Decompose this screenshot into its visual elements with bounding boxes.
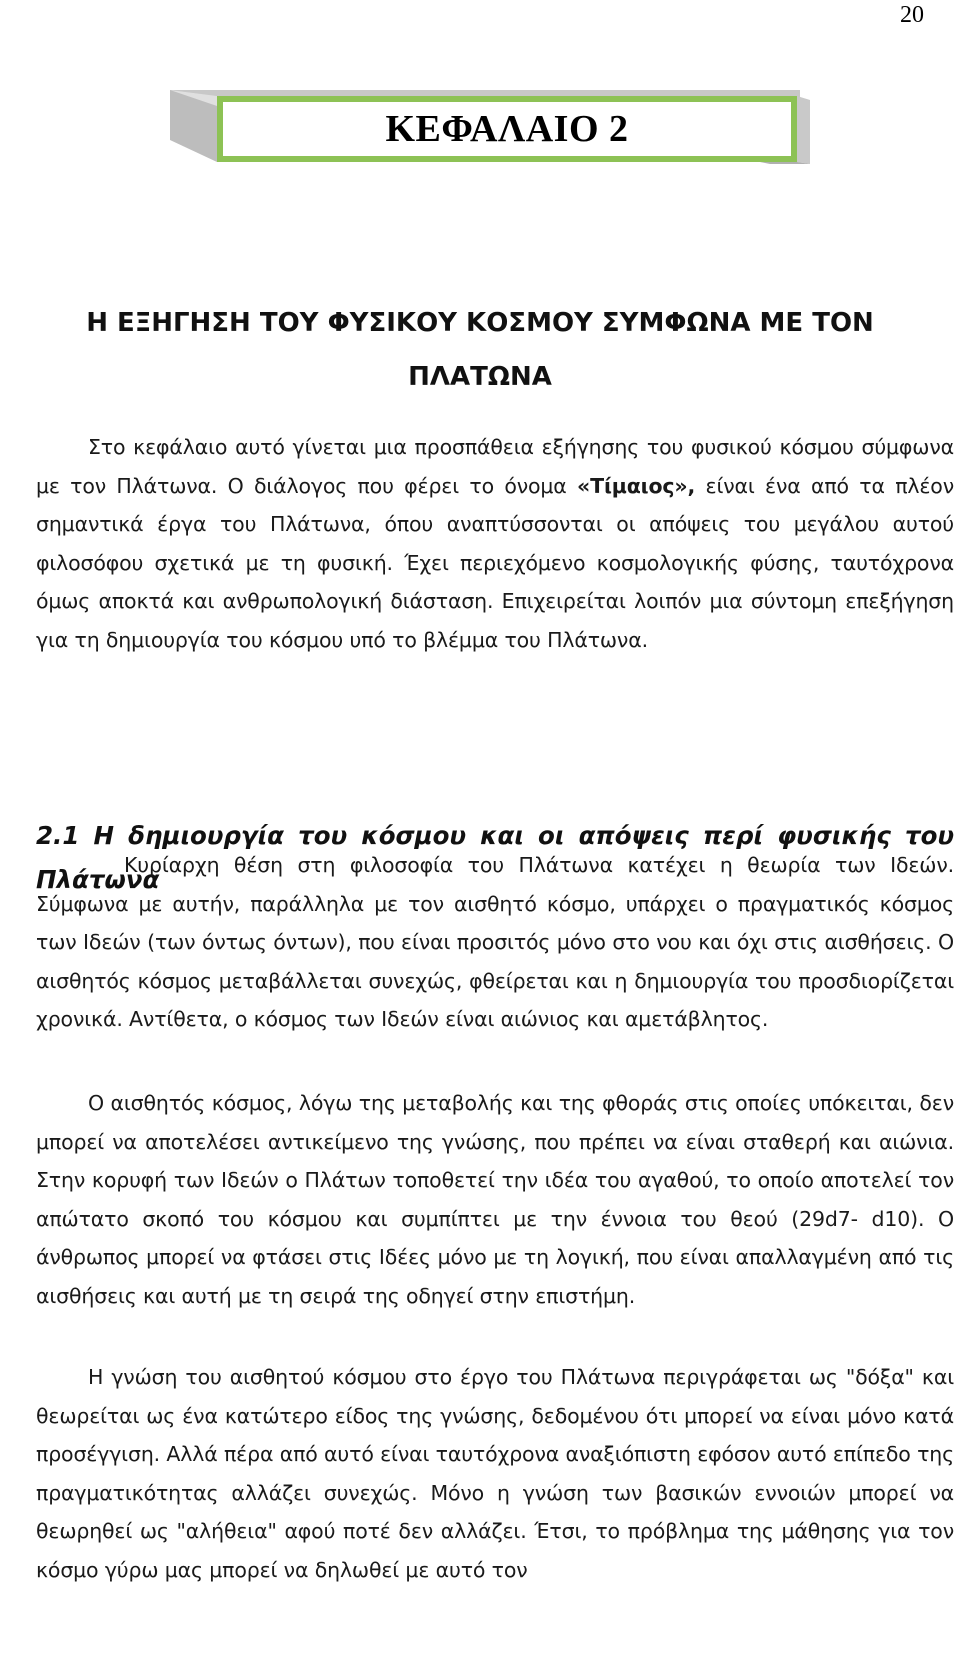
main-heading bbox=[40, 296, 920, 404]
section-paragraph-2-text: Ο αισθητός κόσμος, λόγω της μεταβολής και της φθοράς στις οποίες υπόκειται, δεν μπορεί να αποτελέσει αντικείμενο της γνώσης, που πρέπει να είναι σταθερή και αιώνια. Στην κορυφή των Ιδεών ο Πλάτων τοποθετεί την ιδέα του αγαθού, το οποίο αποτελεί τον απώτατο σκοπό του κόσμου και συμπίπτει με την έννοια του θεού (29d7- d10). Ο άνθρωπος μπορεί να φτάσει στις Ιδέες μόνο με τη λογική, που είναι απαλλαγμένη από τις αισθήσεις και αυτή με τη σειρά της οδηγεί στην επιστήμη. bbox=[36, 1091, 954, 1308]
chapter-box bbox=[217, 96, 797, 162]
chapter-title: ΚΕΦΑΛΑΙΟ 2 bbox=[385, 108, 629, 150]
intro-text-start: Στο κεφάλαιο αυτό γίνεται μια προσπάθεια εξήγησης του φυσικού κόσμου σύμφωνα με τον Πλάτωνα. Ο διάλογος που φέρει το όνομα bbox=[36, 435, 954, 498]
section-paragraph-3-text: Η γνώση του αισθητού κόσμου στο έργο του Πλάτωνα περιγράφεται ως "δόξα" και θεωρείται ως ένα κατώτερο είδος της γνώσης, δεδομένου ότι μπορεί να είναι μόνο κατά προσέγγιση. Αλλά πέρα από αυτό είναι ταυτόχρονα αναξιόπιστη εφόσον αυτό επίπεδο της πραγματικότητας αλλάζει συνεχώς. Μόνο η γνώση των βασικών εννοιών μπορεί να θεωρηθεί ως "αλήθεια" αφού ποτέ δεν αλλάζει. Έτσι, το πρόβλημα της μάθησης για τον κόσμο γύρω μας μπορεί να δηλωθεί με αυτό τον bbox=[36, 1365, 954, 1582]
section-paragraph-1-text: Κυρίαρχη θέση στη φιλοσοφία του Πλάτωνα κατέχει η θεωρία των Ιδεών. Σύμφωνα με αυτήν, παράλληλα με τον αισθητό κόσμο, υπάρχει ο πραγματικός κόσμος των Ιδεών (των όντως όντων), που είναι προσιτός μόνο στο νου και όχι στις αισθήσεις. Ο αισθητός κόσμος μεταβάλλεται συνεχώς, φθείρεται και η δημιουργία του προσδιορίζεται χρονικά. Αντίθετα, ο κόσμος των Ιδεών είναι αιώνιος και αμετάβλητος. bbox=[36, 853, 954, 1032]
section-paragraph-2 bbox=[36, 1084, 954, 1316]
page-number: 20 bbox=[900, 2, 924, 28]
intro-paragraph bbox=[36, 428, 954, 660]
main-heading-line-2: ΠΛΑΤΩΝΑ bbox=[408, 362, 552, 392]
section-paragraph-1 bbox=[36, 846, 954, 1039]
main-heading-line-1: Η ΕΞΗΓΗΣΗ ΤΟΥ ΦΥΣΙΚΟΥ ΚΟΣΜΟΥ ΣΥΜΦΩΝΑ ΜΕ ΤΟΝ bbox=[86, 308, 874, 338]
chapter-banner bbox=[160, 84, 810, 174]
timaios-title: «Τίμαιος», bbox=[577, 473, 696, 498]
intro-text-end: είναι ένα από τα πλέον σημαντικά έργα του Πλάτωνα, όπου αναπτύσσονται οι απόψεις του μεγάλου αυτού φιλοσόφου σχετικά με τη φυσική. Έχει περιεχόμενο κοσμολογικής φύσης, ταυτόχρονα όμως αποκτά και ανθρωπολογική διάσταση. Επιχειρείται λοιπόν μια σύντομη επεξήγηση για τη δημιουργία του κόσμου υπό το βλέμμα του Πλάτωνα. bbox=[36, 473, 954, 652]
section-paragraph-3 bbox=[36, 1358, 954, 1590]
section-heading: 2.1 Η δημιουργία του κόσμου και οι απόψεις περί φυσικής του Πλάτωνα bbox=[36, 821, 954, 894]
